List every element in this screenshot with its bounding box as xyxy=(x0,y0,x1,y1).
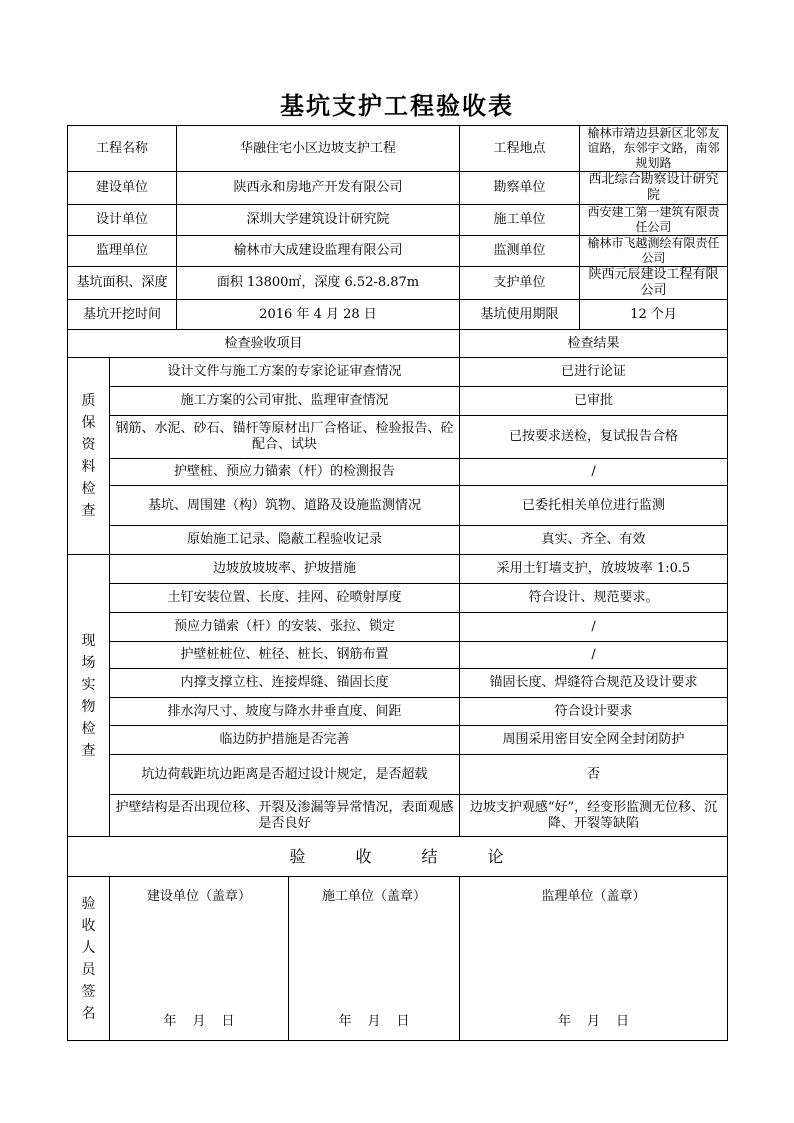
field-row xyxy=(68,555,728,584)
field-item: 排水沟尺寸、坡度与降水井垂直度、间距 xyxy=(110,698,460,726)
quality-item: 护壁桩、预应力锚索（杆）的检测报告 xyxy=(110,459,460,486)
field-item: 边坡放坡坡率、护坡措施 xyxy=(110,555,460,584)
quality-item: 钢筋、水泥、砂石、锚杆等原材出厂合格证、检验报告、砼配合、试块 xyxy=(110,416,460,459)
quality-result: 已审批 xyxy=(460,387,728,416)
signature-group-label: 验 收 人 员 签 名 xyxy=(68,877,110,1041)
info-row-project xyxy=(68,126,728,172)
field-item: 预应力锚索（杆）的安装、张拉、锁定 xyxy=(110,613,460,642)
field-result: 否 xyxy=(460,755,728,795)
info-row-start xyxy=(68,300,728,330)
monitoring-value: 榆林市飞越测绘有限责任公司 xyxy=(580,236,728,267)
field-result: 符合设计要求 xyxy=(460,698,728,726)
info-row-area xyxy=(68,267,728,300)
field-result: 边坡支护观感“好”，经变形监测无位移、沉降、开裂等缺陷 xyxy=(460,795,728,837)
builder-seal-label: 建设单位（盖章） xyxy=(147,889,252,904)
quality-item: 设计文件与施工方案的专家论证审查情况 xyxy=(110,358,460,387)
period-label: 基坑使用期限 xyxy=(460,300,580,330)
builder-signature-cell xyxy=(110,877,289,1041)
area-label: 基坑面积、深度 xyxy=(68,267,177,300)
quality-result: 真实、齐全、有效 xyxy=(460,526,728,555)
signature-row xyxy=(68,877,728,1041)
field-item: 内撑支撑立柱、连接焊缝、锚固长度 xyxy=(110,669,460,698)
acceptance-table xyxy=(67,125,728,1041)
field-result: 符合设计、规范要求。 xyxy=(460,584,728,613)
quality-row xyxy=(68,387,728,416)
construction-sign-date: 年 月 日 xyxy=(338,1014,410,1029)
check-items-header: 检查验收项目 xyxy=(68,330,460,358)
design-label: 设计单位 xyxy=(68,205,177,236)
construction-label: 施工单位 xyxy=(460,205,580,236)
quality-result: 已按要求送检，复试报告合格 xyxy=(460,416,728,459)
conclusion-heading: 验 收 结 论 xyxy=(68,837,728,877)
info-row-builder xyxy=(68,172,728,205)
field-row xyxy=(68,726,728,755)
field-result: 锚固长度、焊缝符合规范及设计要求 xyxy=(460,669,728,698)
quality-row xyxy=(68,416,728,459)
quality-item: 施工方案的公司审批、监理审查情况 xyxy=(110,387,460,416)
builder-sign-date: 年 月 日 xyxy=(163,1014,235,1029)
field-item: 临边防护措施是否完善 xyxy=(110,726,460,755)
start-value: 2016 年 4 月 28 日 xyxy=(177,300,460,330)
support-value: 陕西元辰建设工程有限公司 xyxy=(580,267,728,300)
field-result: / xyxy=(460,613,728,642)
survey-label: 勘察单位 xyxy=(460,172,580,205)
quality-row xyxy=(68,459,728,486)
field-row xyxy=(68,584,728,613)
quality-group-label: 质 保 资 料 检 查 xyxy=(68,358,110,555)
project-name-label: 工程名称 xyxy=(68,126,177,172)
construction-value: 西安建工第一建筑有限责任公司 xyxy=(580,205,728,236)
field-item: 土钉安装位置、长度、挂网、砼喷射厚度 xyxy=(110,584,460,613)
quality-result: 已委托相关单位进行监测 xyxy=(460,486,728,526)
support-label: 支护单位 xyxy=(460,267,580,300)
field-result: 采用土钉墙支护，放坡坡率 1:0.5 xyxy=(460,555,728,584)
supervision-value: 榆林市大成建设监理有限公司 xyxy=(177,236,460,267)
field-row xyxy=(68,755,728,795)
construction-signature-cell xyxy=(289,877,460,1041)
location-label: 工程地点 xyxy=(460,126,580,172)
builder-label: 建设单位 xyxy=(68,172,177,205)
field-row xyxy=(68,613,728,642)
survey-value: 西北综合勘察设计研究院 xyxy=(580,172,728,205)
info-row-design xyxy=(68,205,728,236)
page-title: 基坑支护工程验收表 xyxy=(280,91,514,120)
info-row-supervision xyxy=(68,236,728,267)
field-row xyxy=(68,642,728,669)
field-item: 坑边荷载距坑边距离是否超过设计规定，是否超载 xyxy=(110,755,460,795)
quality-row xyxy=(68,526,728,555)
conclusion-row xyxy=(68,837,728,877)
field-item: 护壁结构是否出现位移、开裂及渗漏等异常情况，表面观感是否良好 xyxy=(110,795,460,837)
quality-item: 原始施工记录、隐蔽工程验收记录 xyxy=(110,526,460,555)
location-value: 榆林市靖边县新区北邻友谊路，东邻宇文路，南邻规划路 xyxy=(580,126,728,172)
supervision-signature-cell xyxy=(460,877,728,1041)
monitoring-label: 监测单位 xyxy=(460,236,580,267)
quality-result: 已进行论证 xyxy=(460,358,728,387)
quality-row xyxy=(68,358,728,387)
field-result: / xyxy=(460,642,728,669)
field-item: 护壁桩桩位、桩径、桩长、钢筋布置 xyxy=(110,642,460,669)
builder-value: 陕西永和房地产开发有限公司 xyxy=(177,172,460,205)
start-label: 基坑开挖时间 xyxy=(68,300,177,330)
design-value: 深圳大学建筑设计研究院 xyxy=(177,205,460,236)
field-result: 周围采用密目安全网全封闭防护 xyxy=(460,726,728,755)
supervision-sign-date: 年 月 日 xyxy=(558,1014,630,1029)
construction-seal-label: 施工单位（盖章） xyxy=(322,889,427,904)
field-row xyxy=(68,698,728,726)
field-row xyxy=(68,669,728,698)
field-row xyxy=(68,795,728,837)
check-results-header: 检查结果 xyxy=(460,330,728,358)
check-header-row xyxy=(68,330,728,358)
field-group-label: 现 场 实 物 检 查 xyxy=(68,555,110,837)
quality-item: 基坑、周围建（构）筑物、道路及设施监测情况 xyxy=(110,486,460,526)
area-value: 面积 13800㎡，深度 6.52-8.87m xyxy=(177,267,460,300)
period-value: 12 个月 xyxy=(580,300,728,330)
quality-row xyxy=(68,486,728,526)
project-name-value: 华融住宅小区边坡支护工程 xyxy=(177,126,460,172)
supervision-label: 监理单位 xyxy=(68,236,177,267)
supervision-seal-label: 监理单位（盖章） xyxy=(541,889,646,904)
quality-result: / xyxy=(460,459,728,486)
